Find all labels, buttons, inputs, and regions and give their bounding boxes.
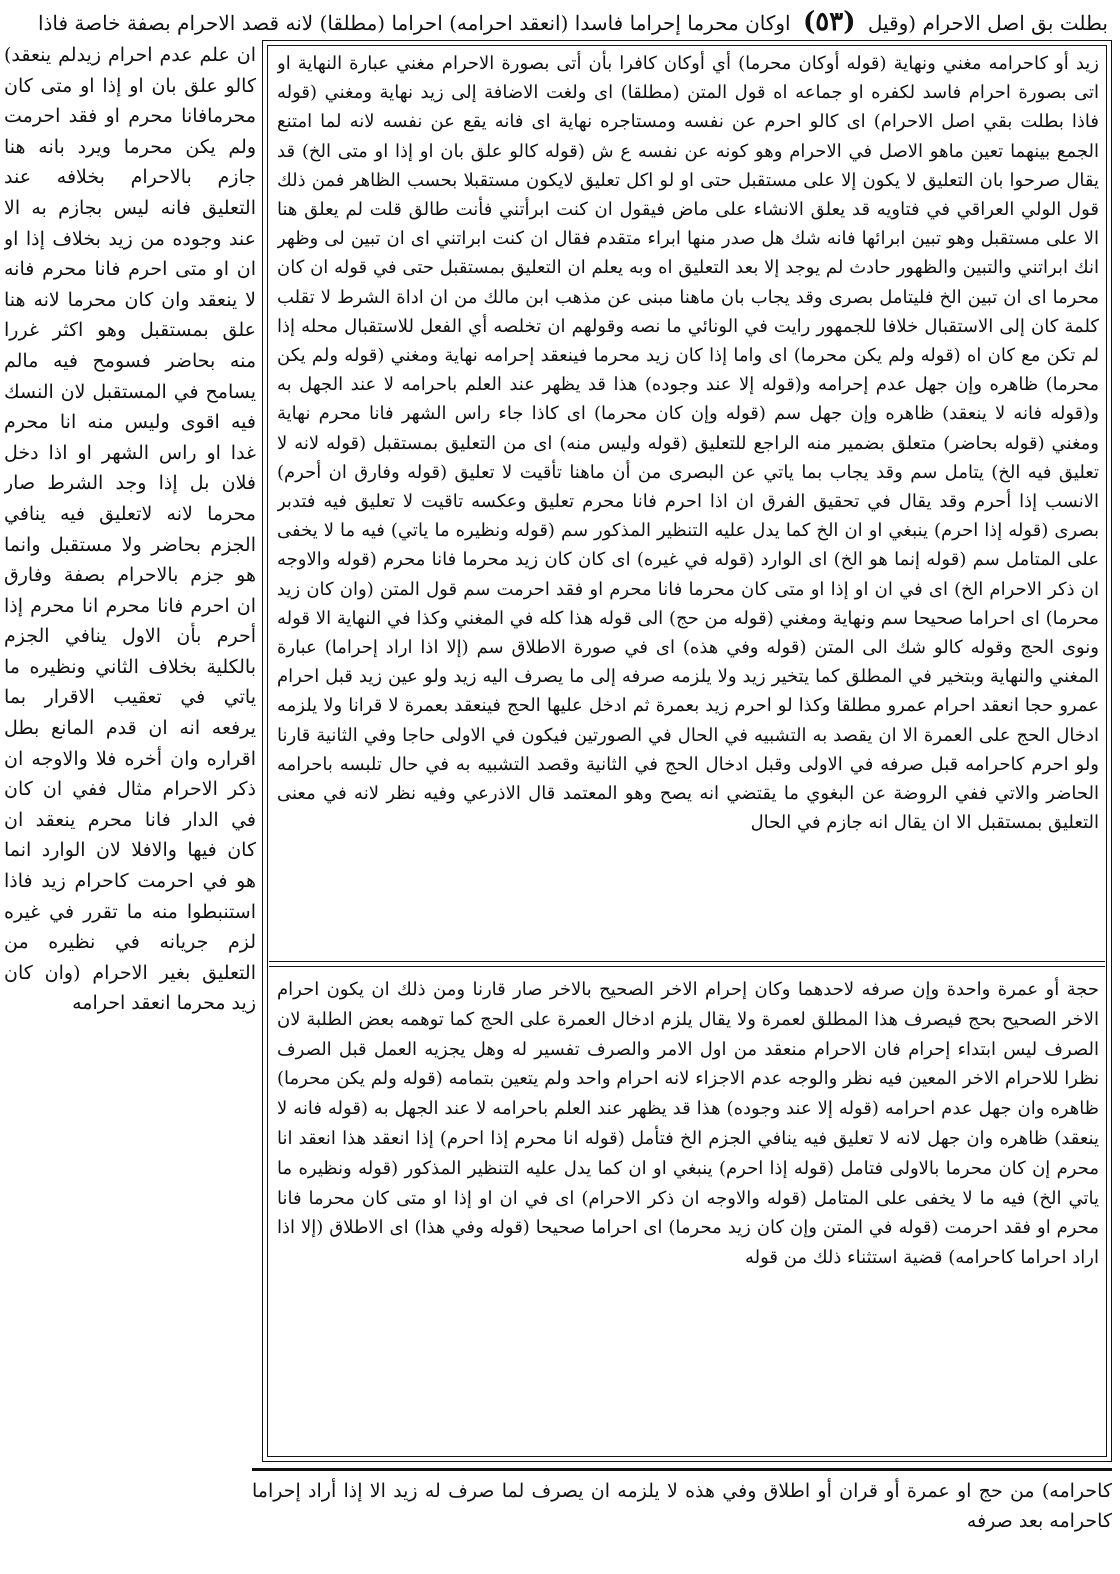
header-right-text: بطلت بق اصل الاحرام (وقيل bbox=[867, 11, 1108, 35]
page-number: (٥٣) bbox=[802, 7, 856, 37]
section-divider bbox=[269, 961, 1105, 962]
footer-divider bbox=[252, 1468, 1112, 1471]
header-left-text: اوكان محرما إحراما فاسدا (انعقد احرامه) احراما (مطلقا) لانه قصد الاحرام بصفة خاصة فاذا bbox=[37, 11, 791, 35]
page-header bbox=[8, 4, 1108, 42]
footer-text: كاحرامه) من حج او عمرة أو قران أو اطلاق وفي هذه لا يلزمه ان يصرف لما صرف له زيد الا إذا أراد إحراما كاحرامه بعد صرفه bbox=[252, 1480, 1112, 1532]
commentary-frame bbox=[262, 40, 1112, 1462]
main-commentary-lower: حجة أو عمرة واحدة وإن صرفه لاحدهما وكان إحرام الاخر الصحيح بالاخر صار قارنا ومن ذلك ان يكون احرام الاخر الصحيح بحج فيصرف هذا المطلق لعمرة ولا يقال يلزم ادخال العمرة على الحج كما توهمه بعض الطلبة لان الصرف ليس ابتداء إحرام فان الاحرام منعقد من اول الامر والصرف تفسير له وهل يجزيه العمل قبل الصرف نظرا للاحرام الاخر المعين فيه نظر والوجه عدم الاجزاء لانه احرام واحد ولم يتعين بتمامه (قوله ولم يكن محرما) ظاهره وان جهل عدم احرامه (قوله إلا عند وجوده) هذا قد يظهر عند العلم باحرامه لا عند الجهل به (قوله فانه لا ينعقد) ظاهره وان جهل لانه لا تعليق فيه ينافي الجزم الخ فتأمل (قوله انا محرم إذا احرم) إذا انعقد هذا انعقد انا محرم إن كان محرما بالاولى فتامل (قوله إذا احرم) ينبغي او ان كما يدل عليه التنظير المذكور (قوله ونظيره ما ياتي الخ) فيه ما لا يخفى على المتامل (قوله والاوجه ان ذكر الاحرام) اى في ان او إذا او متى كان محرما فانا محرم او فقد احرمت (قوله في المتن وإن كان زيد محرما) اى احراما صحيحا (قوله وفي هذا) اى الاطلاق (إلا اذا اراد احراما كاحرامه) قضية استثناء ذلك من قوله bbox=[277, 979, 1099, 1269]
section-divider-double bbox=[269, 966, 1105, 967]
side-column-text: ان علم عدم احرام زيدلم ينعقد) كالو علق بان او إذا او متى كان محرمافانا محرم او فقد احرمت ولم يكن محرما ويرد بانه هنا جازم بالاحرام بخلافه عند التعليق فانه ليس بجازم به الا عند وجوده من زيد بخلاف إذا او ان او متى احرم فانا محرم فانه لا ينعقد وان كان محرما لانه هنا علق بمستقبل وهو اكثر غررا منه بحاضر فسومح فيه مالم يسامح في المستقبل لان النسك فيه اقوى وليس منه انا محرم غدا او راس الشهر او اذا دخل فلان بل إذا وجد الشرط صار محرما لانه لاتعليق فيه ينافي الجزم بحاضر ولا مستقبل وانما هو جزم بالاحرام بصفة وفارق ان احرم فانا محرم انا محرم إذا أحرم بأن الاول ينافي الجزم بالكلية بخلاف الثاني ونظيره ما ياتي في تعقيب الاقرار بما يرفعه انه ان قدم المانع بطل اقراره وان أخره فلا والاوجه ان ذكر الاحرام مثال ففي ان كان في الدار فانا محرم ينعقد ان كان فيها والافلا لان الوارد انما هو في احرمت كاحرام زيد فاذا استنبطوا منه ما تقرر في غيره لزم جريانه في نظيره من التعليق بغير الاحرام (وان كان زيد محرما انعقد احرامه bbox=[4, 44, 256, 1015]
main-commentary-upper: زيد أو كاحرامه مغني ونهاية (قوله أوكان محرما) أي أوكان كافرا بأن أتى بصورة الاحرام مغني عبارة النهاية او اتى بصورة احرام فاسد لكفره او جماعه اه قول المتن (مطلقا) اى ولغت الاضافة إلى زيد نهاية ومغني (قوله فاذا بطلت بقي اصل الاحرام) اى كالو احرم عن نفسه ومستاجره نهاية اى فانه يقع عن نفسه لانه لما امتنع الجمع بينهما تعين ماهو الاصل في الاحرام وهو كونه عن نفسه ع ش (قوله كالو علق بان او إذا او متى الخ) قد يقال صرحوا بان التعليق لا يكون إلا على مستقبل حتى او لو اكل تعليق لايكون مستقبلا بحسب الظاهر فمن ذلك قول الولي العراقي في فتاويه قد يعلق الانشاء على ماض فيقول ان كنت ابرأتني فأنت طالق قلت لم يعلق هنا الا على مستقبل وهو تبين ابرائها فانه شك هل صدر منها ابراء متقدم فقال ان كنت ابراتني اى ان تبين لى وظهر انك ابراتني والتبين والظهور حادث لم يوجد إلا بعد التعليق اه وبه يعلم ان التعليق بمستقبل حتى في قوله ان كان محرما اى ان تبين الخ فليتامل بصرى وقد يجاب بان ماهنا مبنى عن مذهب ابن مالك من ان اداة الشرط لا تقلب كلمة كان إلى الاستقبال خلافا للجمهور رايت في الونائي ما نصه وقولهم ان تخلصه أي الفعل للاستقبال محله إذا لم تكن مع كان اه (قوله ولم يكن محرما) اى واما إذا كان زيد محرما فينعقد إحرامه نهاية ومغني (قوله ولم يكن محرما) ظاهره وإن جهل عدم إحرامه و(قوله إلا عند وجوده) هذا قد يظهر عند العلم باحرامه لا عند الجهل به و(قوله فانه لا ينعقد) ظاهره وإن جهل سم (قوله وإن كان محرما) اى كاذا جاء راس الشهر فانا محرم نهاية ومغني (قوله بحاضر) متعلق بضمير منه الراجع للتعليق (قوله وليس منه) اى من التعليق بمستقبل (قوله لانه لا تعليق فيه الخ) يتامل سم وقد يجاب بما ياتي عن البصرى من أن ماهنا تأقيت لا تعليق (قوله وفارق ان أحرم) الانسب إذا أحرم وقد يقال في تحقيق الفرق ان اذا احرم فانا محرم تعليق وعكسه تاقيت لا تعليق فيه فتدبر بصرى (قوله إذا احرم) ينبغي او ان الخ كما يدل عليه التنظير المذكور سم (قوله ونظيره ما ياتي) فيه ما لا يخفى على المتامل سم (قوله إنما هو الخ) اى الوارد (قوله في غيره) اى كان كان زيد محرما فانا محرم (قوله والاوجه ان ذكر الاحرام الخ) اى في ان او إذا او متى كان محرما فانا محرم او فقد احرمت سم قول المتن (وان كان زيد محرما) اى احراما صحيحا سم ونهاية ومغني (قوله من حج) الى قوله هذا كله في المغني وكذا في النهاية الا قوله ونوى الحج وقوله كالو شك الى المتن (قوله وفي هذه) اى في صورة الاطلاق سم (إلا اذا اراد إحراما) عبارة المغني والنهاية وبتخير في المطلق كما يتخير زيد ولا يلزمه صرفه إلى ما يصرف اليه زيد ولو عين زيد قبل احرام عمرو حجا انعقد احرام عمرو مطلقا وكذا لو احرم زيد بعمرة ثم ادخل عليها الحج فينعقد بعمرة لا قرانا ولا يلزمه ادخال الحج على العمرة الا ان يقصد به التشبيه في الحال في الصورتين فيكون في الاولى حاجا وفي الثانية قارنا ولو احرم كاحرامه قبل صرفه في الاولى وقبل ادخال الحج في الثانية وقصد التشبيه به في حال تلبسه باحرامه الحاضر والاتي ففي الروضة عن البغوي ما يقتضي انه يصح وهو المعتمد قال الاذرعي وفيه نظر لانه في معنى التعليق بمستقبل الا ان يقال انه جازم في الحال bbox=[277, 53, 1099, 834]
